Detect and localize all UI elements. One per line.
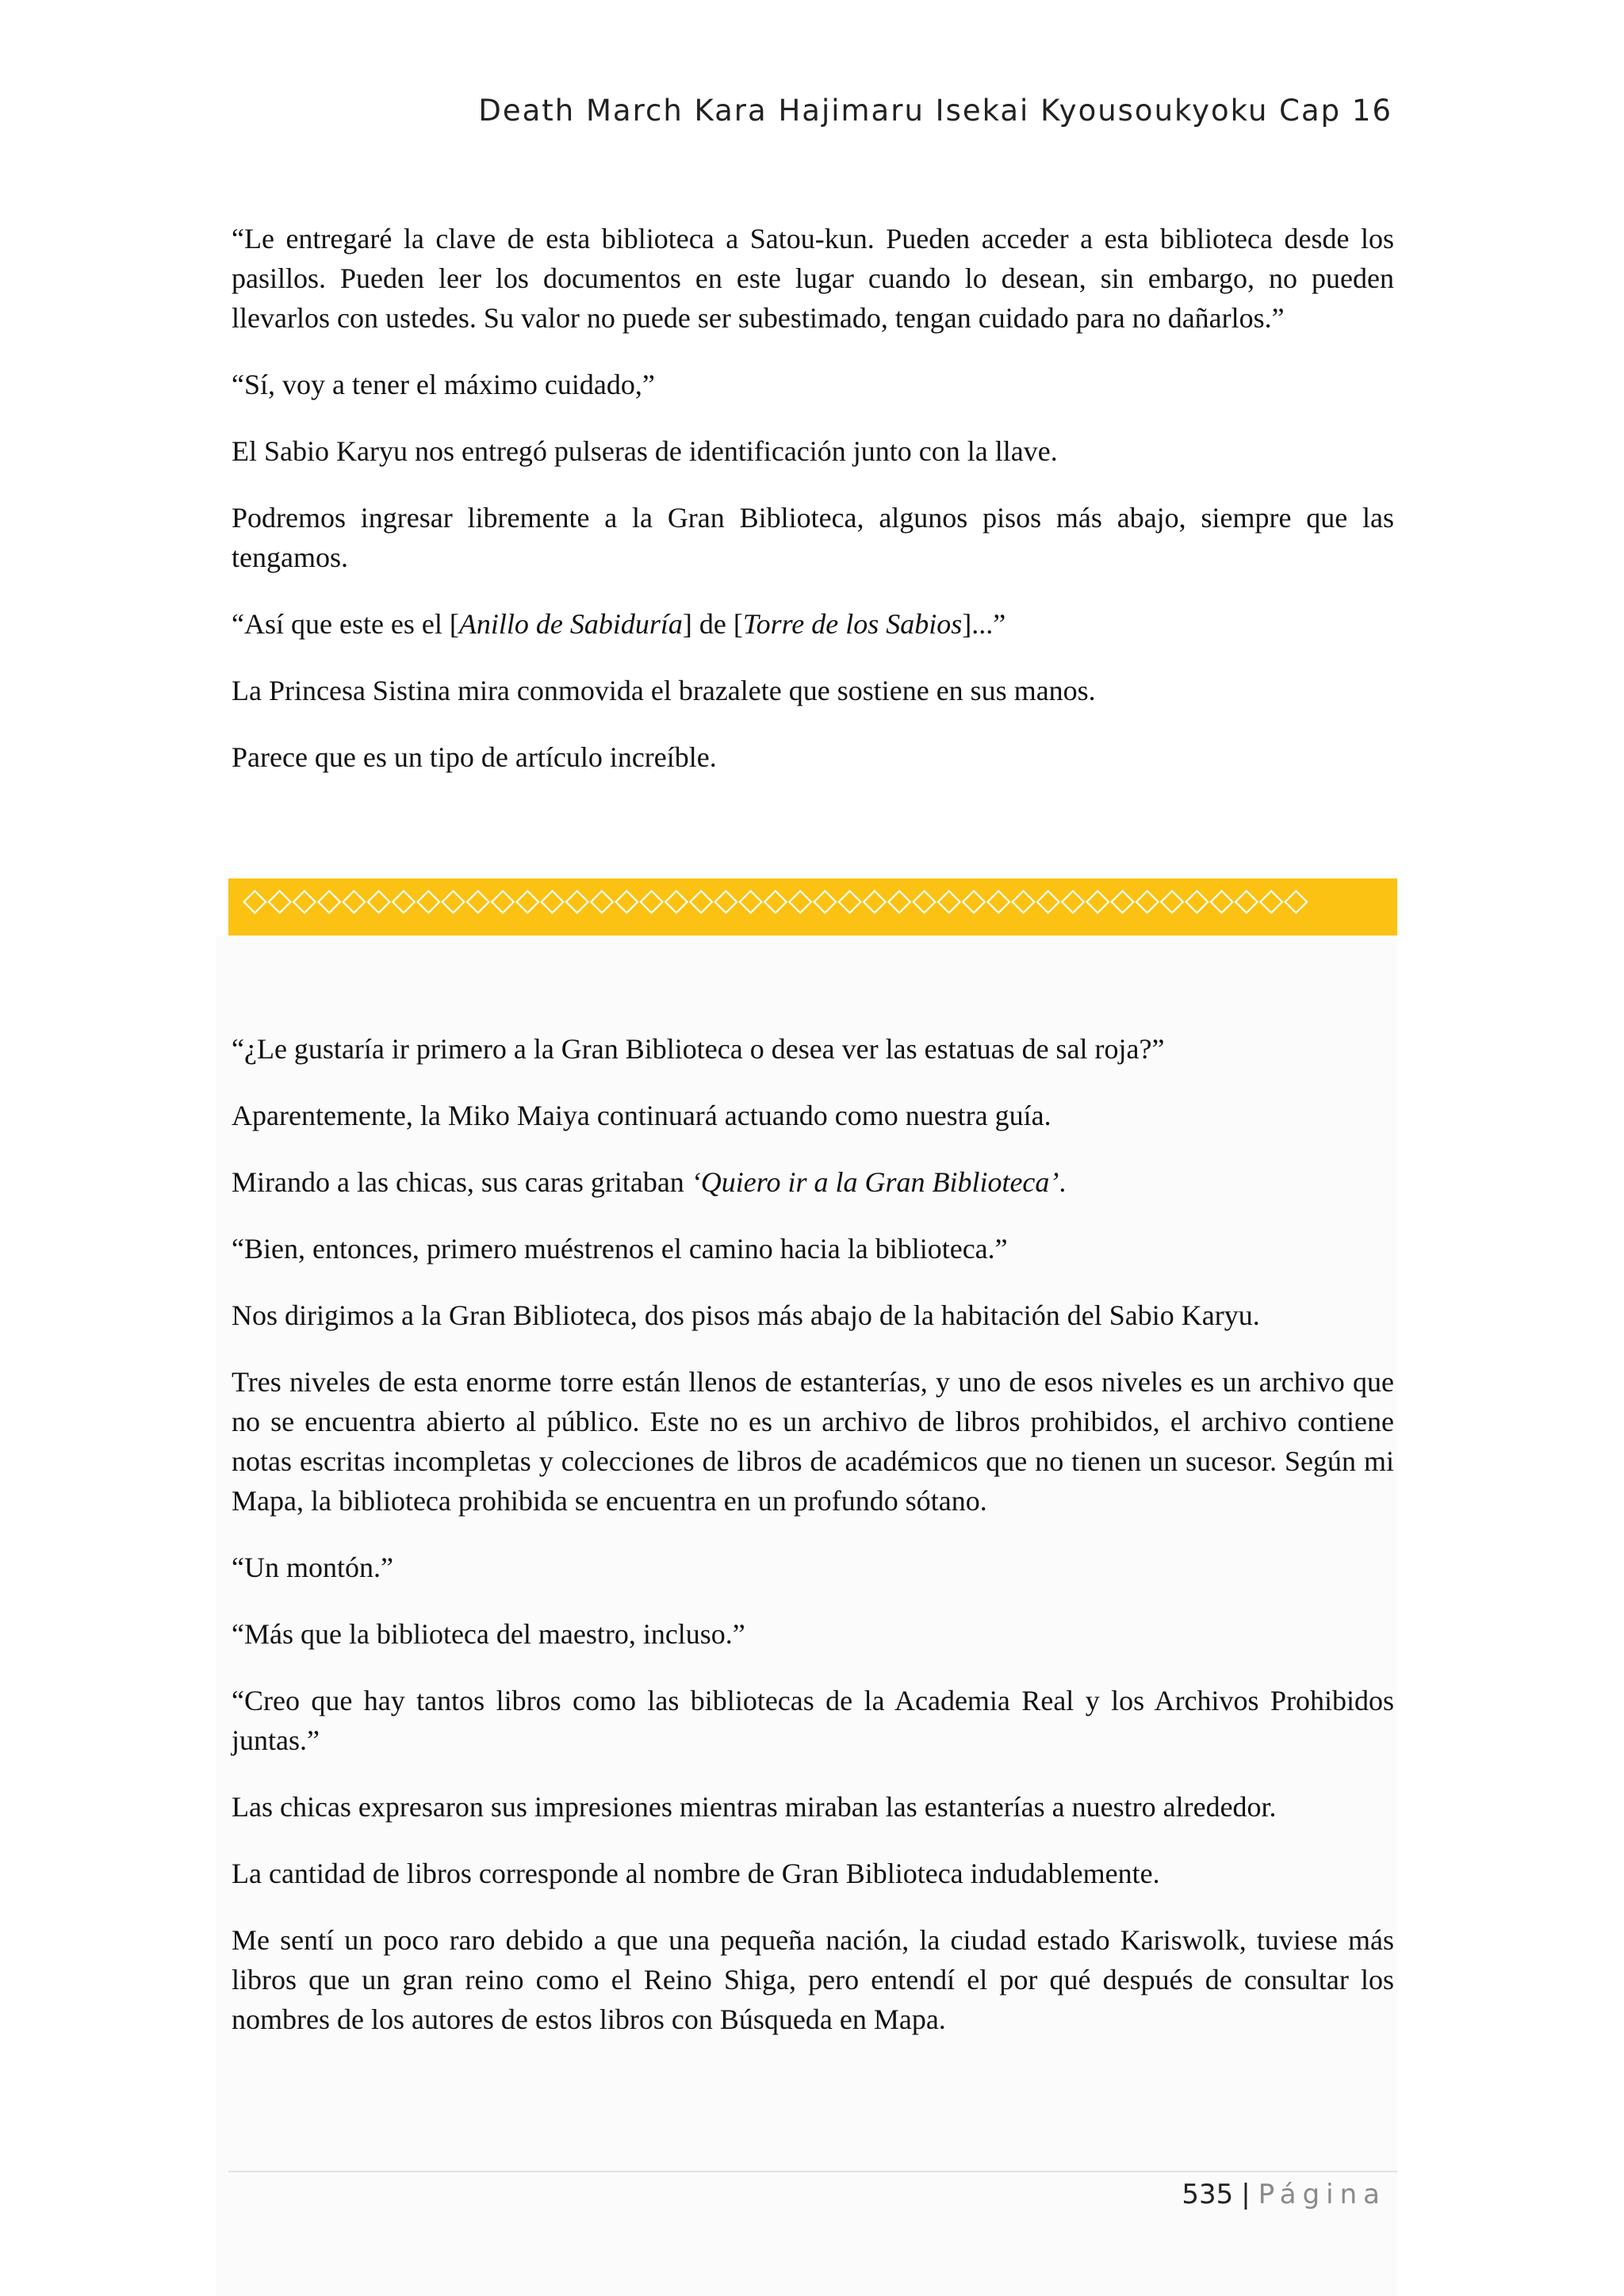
section-1 xyxy=(232,219,1394,804)
page-label: Página xyxy=(1258,2179,1386,2210)
text-run: “Así que este es el [ xyxy=(232,608,459,640)
footer-separator: | xyxy=(1241,2179,1251,2210)
diamond-ornament-row: ◇◇◇◇◇◇◇◇◇◇◇◇◇◇◇◇◇◇◇◇◇◇◇◇◇◇◇◇◇◇◇◇◇◇◇◇◇◇◇◇◇◇◇ xyxy=(243,882,1309,918)
paragraph: “Creo que hay tantos libros como las bibliotecas de la Academia Real y los Archivos Prohibidos juntas.” xyxy=(232,1685,1394,1756)
paragraph: “Sí, voy a tener el máximo cuidado,” xyxy=(232,369,655,400)
text-run: ]...” xyxy=(962,608,1006,640)
text-run: . xyxy=(1059,1166,1067,1198)
running-header: Death March Kara Hajimaru Isekai Kyousoukyoku Cap 16 xyxy=(478,94,1392,128)
paragraph: Nos dirigimos a la Gran Biblioteca, dos pisos más abajo de la habitación del Sabio Karyu. xyxy=(232,1299,1260,1331)
paragraph: La cantidad de libros corresponde al nombre de Gran Biblioteca indudablemente. xyxy=(232,1858,1160,1889)
italic-run: Anillo de Sabiduría xyxy=(458,608,683,640)
paragraph: “Un montón.” xyxy=(232,1552,393,1583)
paragraph: Parece que es un tipo de artículo increíble. xyxy=(232,741,717,773)
scene-divider xyxy=(228,878,1397,936)
paragraph: Me sentí un poco raro debido a que una pequeña nación, la ciudad estado Kariswolk, tuviese más libros que un gran reino como el Reino Shiga, pero entendí el por qué después de consultar los nombres de los autores de estos libros con Búsqueda en Mapa. xyxy=(232,1924,1394,2035)
paragraph: Podremos ingresar libremente a la Gran Biblioteca, algunos pisos más abajo, siempre que las tengamos. xyxy=(232,502,1394,573)
paragraph xyxy=(232,604,1394,644)
text-run: ] de [ xyxy=(682,608,743,640)
paragraph: “¿Le gustaría ir primero a la Gran Biblioteca o desea ver las estatuas de sal roja?” xyxy=(232,1033,1165,1065)
section-2 xyxy=(232,1029,1394,2066)
paragraph: Tres niveles de esta enorme torre están llenos de estanterías, y uno de esos niveles es un archivo que no se encuentra abierto al público. Este no es un archivo de libros prohibidos, el archivo contiene notas escritas incompletas y colecciones de libros de académicos que no tienen un sucesor. Según mi Mapa, la biblioteca prohibida se encuentra en un profundo sótano. xyxy=(232,1366,1394,1517)
paragraph: “Más que la biblioteca del maestro, incluso.” xyxy=(232,1618,745,1650)
italic-run: ‘Quiero ir a la Gran Biblioteca’ xyxy=(691,1166,1059,1198)
paragraph: “Le entregaré la clave de esta biblioteca a Satou-kun. Pueden acceder a esta biblioteca desde los pasillos. Pueden leer los documentos en este lugar cuando lo desean, sin embargo, no pueden llevarlos con ustedes. Su valor no puede ser subestimado, tengan cuidado para no dañarlos.” xyxy=(232,223,1394,334)
paragraph xyxy=(232,1162,1394,1202)
paragraph: El Sabio Karyu nos entregó pulseras de identificación junto con la llave. xyxy=(232,435,1058,467)
paragraph: “Bien, entonces, primero muéstrenos el camino hacia la biblioteca.” xyxy=(232,1233,1008,1265)
footer-rule xyxy=(228,2171,1397,2172)
italic-run: Torre de los Sabios xyxy=(742,608,963,640)
page-footer xyxy=(1182,2179,1386,2210)
paragraph: La Princesa Sistina mira conmovida el brazalete que sostiene en sus manos. xyxy=(232,675,1096,706)
paragraph: Las chicas expresaron sus impresiones mientras miraban las estanterías a nuestro alrededor. xyxy=(232,1791,1277,1823)
text-run: Mirando a las chicas, sus caras gritaban xyxy=(232,1166,691,1198)
page-number: 535 xyxy=(1182,2179,1234,2210)
paragraph: Aparentemente, la Miko Maiya continuará actuando como nuestra guía. xyxy=(232,1100,1051,1131)
